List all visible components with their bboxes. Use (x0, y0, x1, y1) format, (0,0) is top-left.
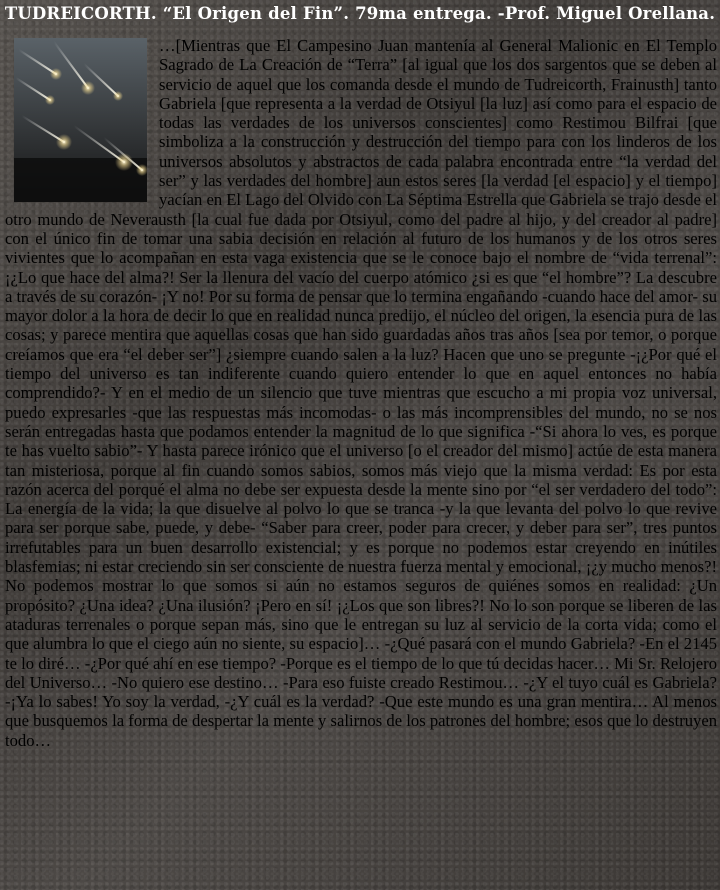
page-title: TUDREICORTH. “El Origen del Fin”. 79ma entrega. -Prof. Miguel Orellana. (4, 4, 716, 23)
article-body: …[Mientras que El Campesino Juan mantenía al General Malionic en El Templo Sagrado de La Creación de “Terra” [al igual que los dos sargentos que se deben al servicio de aquel que los comanda desde el mundo de Tudreicorth, Frainusth] tanto Gabriela [que representa a la verdad de Otsiyul [la luz] así como para el espacio de todas las verdades de los universos conscientes] como Restimou Bilfrai [que simboliza a la construcción y destrucción del tiempo para con los linderos de los universos absolutos y abstractos de cada palabra encontrada entre “la verdad del ser” y las verdades del hombre] aun estos seres [la verdad [el espacio] y el tiempo] yacían en El Lago del Olvido con La Séptima Estrella que Gabriela se trajo desde el otro mundo de Neverausth [la cual fue dada por Otsiyul, como del padre al hijo, y del creador al padre] con el único fin de tomar una sabia decisión en relación al futuro de los humanos y de los otros seres vivientes que lo acompañan en esta vaga existencia que se le conoce bajo el nombre de “vida terrenal”: ¡¿Lo que hace del alma?! Ser la llenura del vacío del cuerpo atómico ¿si es que “el hombre”? La descubre a través de su corazón- ¡Y no! Por su forma de pensar que lo termina engañando -cuando hace del amor- su mayor dolor a la hora de decir lo que en realidad nunca predijo, el núcleo del origen, la esencia pura de las cosas; y parece mentira que aquellas cosas que han sido guardadas años tras años [sea por temor, o porque creíamos que era “el deber ser”] ¿siempre cuando salen a la luz? Hacen que uno se pregunte -¡¿Por qué el tiempo del universo es tan indiferente cuando quiero entender lo que en aquel entonces no había comprendido?- Y en el medio de un silencio que tuve mientras que escucho a mi propia voz universal, puedo expresarles -que las respuestas más incomodas- o las más incomprensibles del mundo, no se nos serán entregadas hasta que podamos entender la magnitud de lo que significa -“Si ahora lo ves, es porque te has vuelto sabio”- Y hasta parece irónico que el universo [o el creador del mismo] actúe de esta manera tan misteriosa, porque al fin cuando somos sabios, somos más viejo que la misma verdad: Es por esta razón acerca del porqué el alma no debe ser expuesta desde la mente sino por “el ser verdadero del todo”: La energía de la vida; la que disuelve al polvo lo que se tranca -y la que levanta del polvo lo que revive para ser porque sabe, puede, y debe- “Saber para creer, poder para crecer, y deber para ser”, tres puntos irrefutables para un buen desarrollo existencial; y es porque no podemos estar creyendo en inútiles blasfemias; ni estar creciendo sin ser consciente de nuestra fuerza mental y emocional, ¡¿y mucho menos?! No podemos mostrar lo que somos si aún no estamos seguros de quiénes somos en realidad: ¿Un propósito? ¿Una idea? ¿Una ilusión? ¡Pero en sí! ¡¿Los que son libres?! No lo son porque se liberen de las ataduras terrenales o porque sepan más, sino que le entregan su luz al servicio de la corta vida; como el que alumbra lo que el ciego aún no siente, su espacio]… -¿Qué pasará con el mundo Gabriela? -En el 2145 te lo diré… -¿Por qué ahí en ese tiempo? -Porque es el tiempo de lo que tú decidas hacer… Mi Sr. Relojero del Universo… -No quiero ese destino… -Para eso fuiste creado Restimou… -¿Y el tuyo cuál es Gabriela? -¡Ya lo sabes! Yo soy la verdad, -¿Y cuál es la verdad? -Que este mundo es una gran mentira… Al menos que busquemos la forma de despertar la mente y salirnos de los patrones del hombre; esos que lo destruyen todo… (5, 36, 717, 750)
article (5, 36, 717, 750)
falling-meteors-icon (14, 38, 147, 202)
